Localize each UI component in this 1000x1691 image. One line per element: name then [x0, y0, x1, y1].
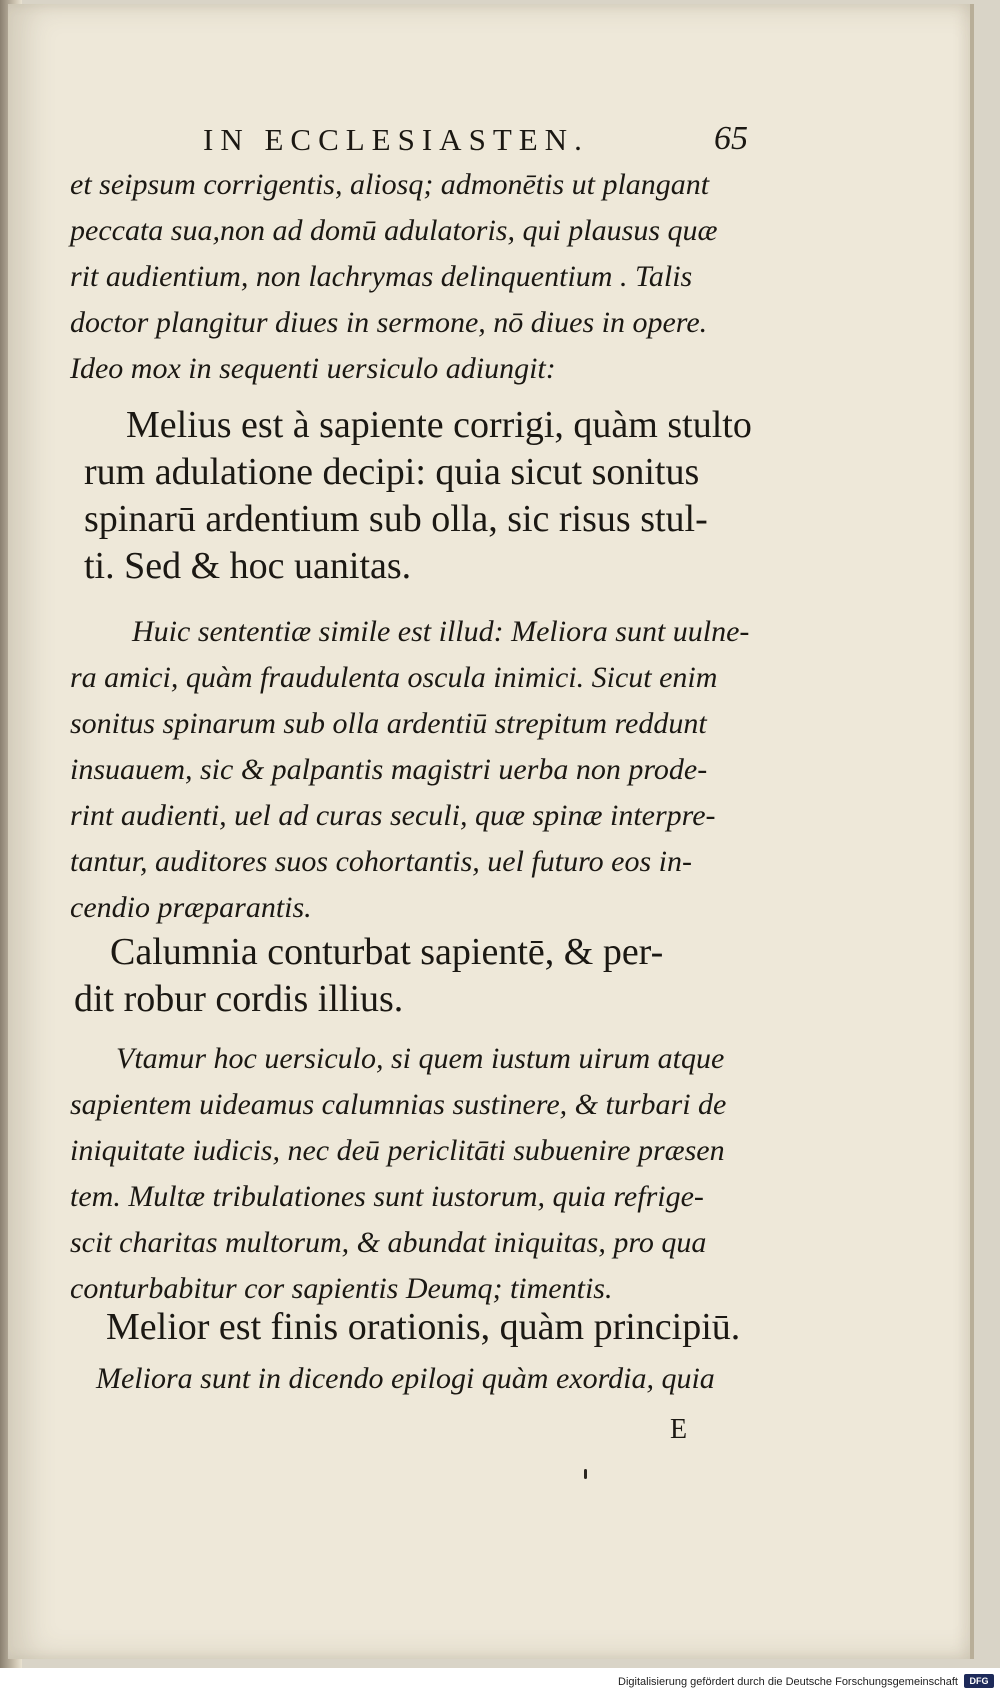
text-line: Vtamur hoc uersiculo, si quem iustum uirum atque	[116, 1042, 725, 1075]
book-page	[8, 4, 974, 1659]
text-line: spinarū ardentium sub olla, sic risus stul-	[84, 498, 708, 540]
commentary-paragraph-2	[70, 609, 749, 931]
text-line: tem. Multæ tribulationes sunt iustorum, quia refrige-	[70, 1180, 704, 1213]
text-line: Meliora sunt in dicendo epilogi quàm exordia, quia	[96, 1362, 715, 1395]
text-line: ra amici, quàm fraudulenta oscula inimici. Sicut enim	[70, 661, 718, 694]
text-line: iniquitate iudicis, nec deū periclitāti subuenire præsen	[70, 1134, 725, 1167]
text-line: rint audienti, uel ad curas seculi, quæ spinæ interpre-	[70, 799, 716, 832]
text-line: tantur, auditores suos cohortantis, uel futuro eos in-	[70, 845, 692, 878]
text-line: insuauem, sic & palpantis magistri uerba non prode-	[70, 753, 708, 786]
text-line: peccata sua,non ad domū adulatoris, qui plausus quæ	[70, 214, 718, 247]
text-line: sapientem uideamus calumnias sustinere, & turbari de	[70, 1088, 727, 1121]
text-line: Melius est à sapiente corrigi, quàm stulto	[126, 404, 752, 446]
signature-mark: E	[670, 1414, 688, 1445]
text-line: et seipsum corrigentis, aliosq; admonētis ut plangant	[70, 168, 710, 201]
verse-1	[84, 402, 752, 590]
text-line: Calumnia conturbat sapientē, & per-	[110, 931, 664, 973]
ink-speck	[584, 1469, 587, 1479]
text-line: Huic sententiæ simile est illud: Meliora sunt uulne-	[132, 615, 750, 648]
text-line: doctor plangitur diues in sermone, nō diues in opere.	[70, 306, 708, 339]
verse-2	[74, 929, 664, 1023]
digitization-credit: Digitalisierung gefördert durch die Deutsche Forschungsgemeinschaft	[618, 1676, 958, 1688]
text-line: sonitus spinarum sub olla ardentiū strepitum reddunt	[70, 707, 707, 740]
text-line: Melior est finis orationis, quàm principiū.	[106, 1306, 741, 1348]
text-line: scit charitas multorum, & abundat iniquitas, pro qua	[70, 1226, 707, 1259]
text-line: cendio præparantis.	[70, 891, 312, 924]
commentary-paragraph-4	[96, 1356, 715, 1402]
text-line: Ideo mox in sequenti uersiculo adiungit:	[70, 352, 556, 385]
text-line: dit robur cordis illius.	[74, 978, 404, 1020]
text-line: rit audientium, non lachrymas delinquentium . Talis	[70, 260, 693, 293]
verse-3	[106, 1304, 740, 1351]
text-line: conturbabitur cor sapientis Deumq; timentis.	[70, 1272, 613, 1305]
text-line: rum adulatione decipi: quia sicut sonitus	[84, 451, 700, 493]
commentary-paragraph-3	[70, 1036, 726, 1312]
text-line: ti. Sed & hoc uanitas.	[84, 545, 412, 587]
running-head: IN ECCLESIASTEN.	[203, 122, 589, 157]
dfg-logo: DFG	[964, 1674, 994, 1688]
commentary-paragraph-1	[70, 162, 718, 392]
page-number: 65	[714, 120, 748, 157]
